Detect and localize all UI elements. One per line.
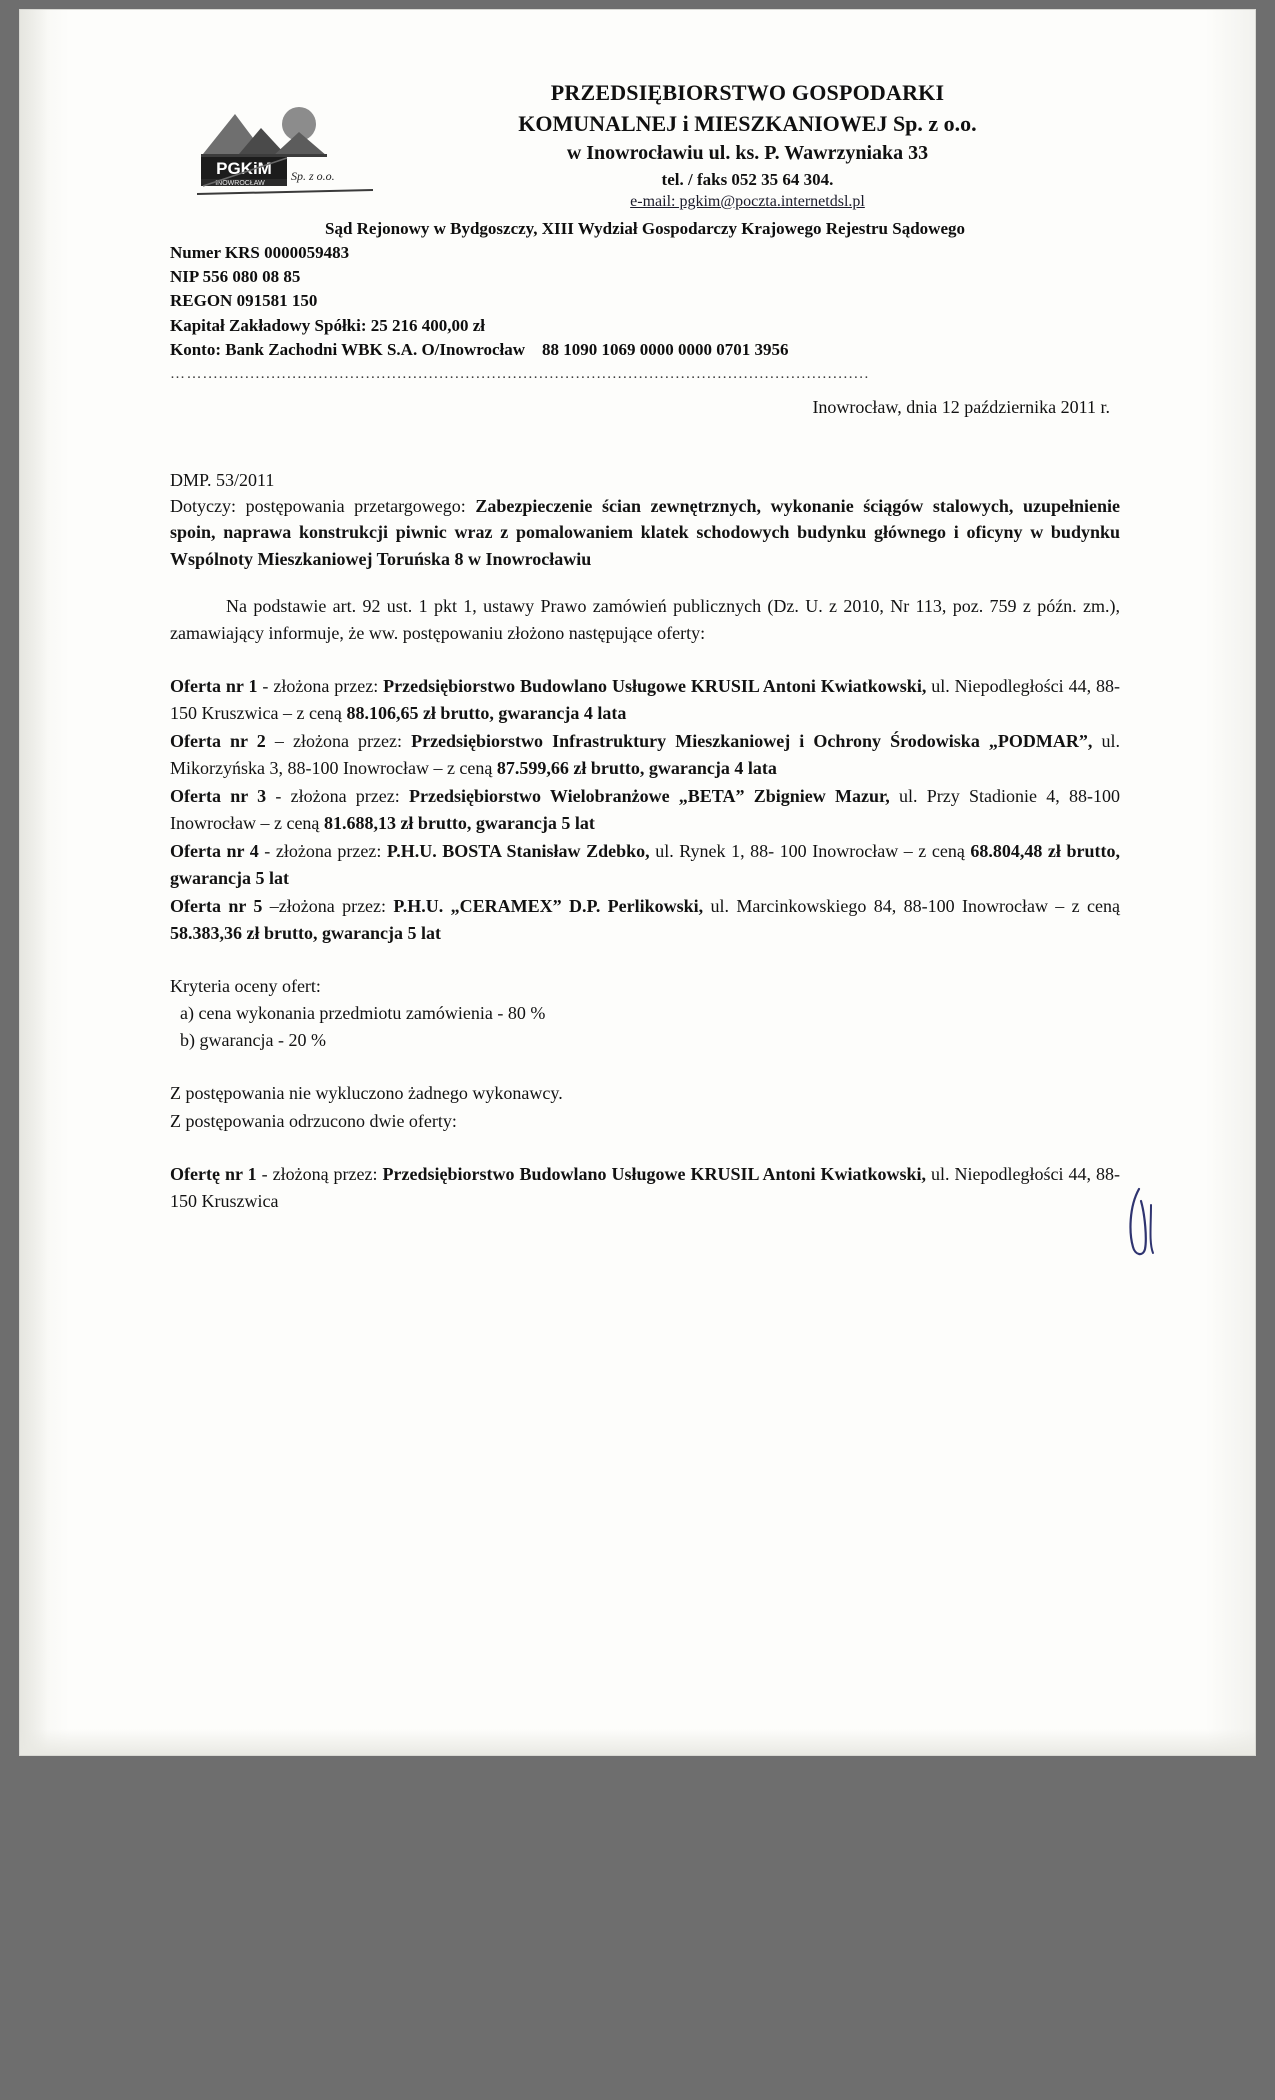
document-content: [170, 80, 1120, 1215]
registry-krs: Numer KRS 0000059483: [170, 243, 350, 263]
org-address: w Inowrocławiu ul. ks. P. Wawrzyniaka 33: [566, 142, 929, 164]
place-and-date: Inowrocław, dnia 12 października 2011 r.: [812, 396, 1110, 417]
svg-text:Sp. z o.o.: Sp. z o.o.: [291, 169, 335, 183]
offer-sep: - złożona przez:: [266, 785, 410, 806]
dotted-divider: ……...............................................................................................................................: [170, 365, 870, 382]
criteria-item-a: a) cena wykonania przedmiotu zamówienia - 80 %: [180, 1002, 546, 1023]
org-phone: tel. / faks 052 35 64 304.: [661, 170, 834, 189]
registry-capital: Kapitał Zakładowy Spółki: 25 216 400,00 zł: [170, 315, 486, 335]
offer-address: ul. Rynek 1, 88- 100 Inowrocław – z ceną: [649, 840, 971, 861]
offer-label: Oferta nr 3: [170, 785, 267, 806]
subject-text: Zabezpieczenie ścian zewnętrznych, wykonanie ściągów stalowych, uzupełnienie spoin, naprawa konstrukcji piwnic wraz z pomalowaniem klatek schodowych budynku głównego i oficyny w budynku Wspólnoty Mieszkaniowej Toruńska 8 w Inowrocławiu: [170, 495, 1121, 569]
reference-number: DMP. 53/2011: [170, 469, 275, 490]
offer-sep: - złożona przez:: [257, 675, 384, 696]
registry-nip: NIP 556 080 08 85: [170, 267, 301, 287]
org-line-1: PRZEDSIĘBIORSTWO GOSPODARKI: [550, 80, 945, 105]
exclusion-line-1: Z postępowania nie wykluczono żadnego wykonawcy.: [170, 1082, 563, 1103]
registry-block: [170, 217, 1120, 362]
offer-address: ul. Mikorzyńska 3, 88-100 Inowrocław – z ceną: [170, 730, 1120, 778]
offer-label: Oferta nr 4: [170, 840, 259, 861]
offer-price: 87.599,66 zł brutto, gwarancja 4 lata: [496, 757, 777, 778]
exclusion-block: [170, 1080, 1120, 1136]
offer-sep: –złożona przez:: [262, 895, 394, 916]
offer-company: P.H.U. BOSTA Stanisław Zdebko,: [386, 840, 650, 861]
scan-edge-bottom: [20, 1729, 1255, 1755]
offer-sep: – złożona przez:: [265, 730, 412, 751]
list-item: [170, 893, 1120, 947]
offer-company: Przedsiębiorstwo Budowlano Usługowe KRUSIL Antoni Kwiatkowski,: [383, 675, 927, 696]
registry-regon: REGON 091581 150: [170, 291, 318, 311]
offer-price: 81.688,13 zł brutto, gwarancja 5 lat: [323, 812, 595, 833]
scan-edge-left: [20, 10, 48, 1755]
page-surface: [20, 10, 1255, 1755]
criteria-item-b: b) gwarancja - 20 %: [180, 1029, 326, 1050]
list-item: [170, 728, 1120, 782]
list-item: [170, 673, 1120, 727]
offer-price: 68.804,48 zł brutto, gwarancja 5 lat: [170, 840, 1120, 888]
offer-address: ul. Marcinkowskiego 84, 88-100 Inowrocław – z ceną: [703, 895, 1120, 916]
scanned-page: [20, 10, 1255, 1755]
criteria-block: [170, 973, 1120, 1054]
offer-label: Oferta nr 5: [170, 895, 263, 916]
offer-company: Przedsiębiorstwo Wielobranżowe „BETA” Zbigniew Mazur,: [409, 785, 890, 806]
offer-company: P.H.U. „CERAMEX” D.P. Perlikowski,: [393, 895, 704, 916]
criteria-title: Kryteria oceny ofert:: [170, 975, 321, 996]
registry-bank-account: Konto: Bank Zachodni WBK S.A. O/Inowrocław 88 1090 1069 0000 0000 0701 3956: [170, 339, 789, 359]
rejected-offer: [170, 1161, 1120, 1215]
list-item: [170, 838, 1120, 892]
offer-sep: - złożona przez:: [258, 840, 387, 861]
list-item: [170, 783, 1120, 837]
offer-label: Oferta nr 1: [170, 675, 258, 696]
org-line-2: KOMUNALNEJ i MIESZKANIOWEJ Sp. z o.o.: [518, 111, 977, 136]
offer-price: 88.106,65 zł brutto, gwarancja 4 lata: [346, 702, 627, 723]
registry-court: Sąd Rejonowy w Bydgoszczy, XIII Wydział Gospodarczy Krajowego Rejestru Sądowego: [324, 219, 965, 238]
offer-price: 58.383,36 zł brutto, gwarancja 5 lat: [170, 922, 441, 943]
org-email-link[interactable]: e-mail: pgkim@poczta.internetdsl.pl: [630, 193, 865, 210]
offer-company: Przedsiębiorstwo Infrastruktury Mieszkaniowej i Ochrony Środowiska „PODMAR”,: [411, 730, 1093, 751]
handwritten-signature: [1117, 1185, 1177, 1275]
subject-label: Dotyczy: postępowania przetargowego:: [170, 495, 476, 516]
offers-list: [170, 673, 1120, 947]
company-logo: [195, 98, 375, 198]
svg-text:PGKiM: PGKiM: [216, 159, 272, 178]
offer-label: Oferta nr 2: [170, 730, 266, 751]
offer-address: ul. Przy Stadionie 4, 88-100 Inowrocław – z ceną: [170, 785, 1120, 833]
rejected-address: ul. Niepodległości 44, 88-150 Kruszwica: [170, 1164, 1120, 1212]
letterhead: [170, 80, 1120, 211]
svg-text:INOWROCŁAW: INOWROCŁAW: [215, 180, 265, 187]
rejected-label: Ofertę nr 1: [170, 1164, 257, 1185]
rejected-company: Przedsiębiorstwo Budowlano Usługowe KRUSIL Antoni Kwiatkowski,: [382, 1164, 927, 1185]
legal-basis-paragraph: Na podstawie art. 92 ust. 1 pkt 1, ustawy Prawo zamówień publicznych (Dz. U. z 2010, Nr 113, poz. 759 z późn. zm.), zamawiający informuje, że ww. postępowaniu złożono następujące oferty:: [170, 595, 1120, 643]
org-identity: [385, 80, 1120, 211]
subject-paragraph: [170, 493, 1120, 573]
exclusion-line-2: Z postępowania odrzucono dwie oferty:: [170, 1110, 457, 1131]
offer-address: ul. Niepodległości 44, 88-150 Kruszwica – z ceną: [170, 675, 1120, 723]
rejected-sep: - złożoną przez:: [256, 1164, 383, 1185]
